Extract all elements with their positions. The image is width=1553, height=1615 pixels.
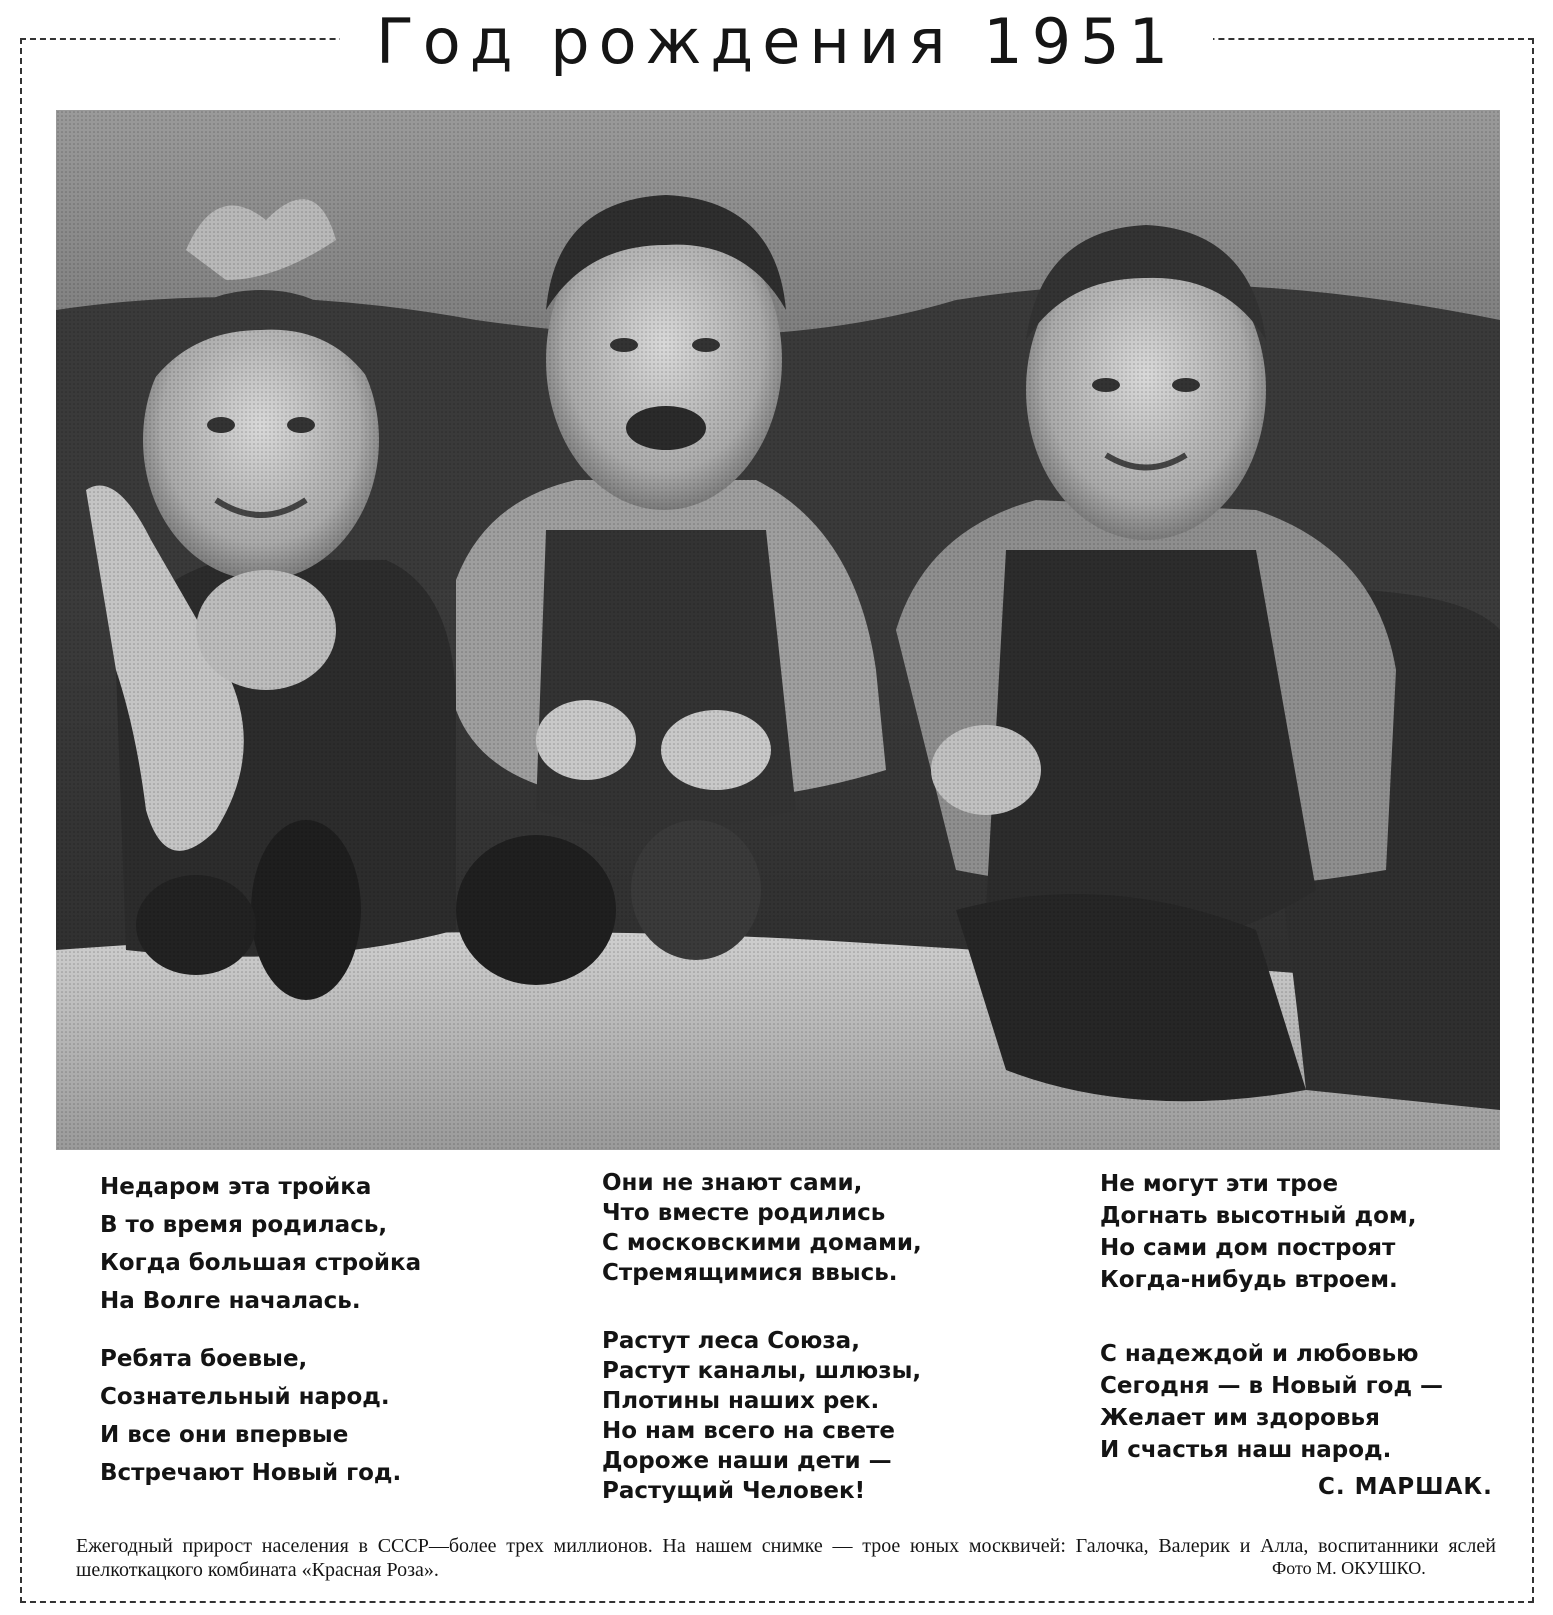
poem-line: Сознательный народ. bbox=[100, 1384, 390, 1410]
poem-stanza bbox=[1100, 1168, 1443, 1296]
poem-stanza bbox=[100, 1340, 421, 1492]
poem-line: Стремящимися ввысь. bbox=[602, 1260, 898, 1286]
poem-column-2 bbox=[602, 1168, 922, 1526]
poem-author: С. МАРШАК. bbox=[1318, 1474, 1493, 1500]
poem-column-1 bbox=[100, 1168, 421, 1512]
poem-line: И счастья наш народ. bbox=[1100, 1437, 1392, 1463]
poem-stanza bbox=[1100, 1338, 1443, 1466]
poem-line: Когда большая стройка bbox=[100, 1250, 422, 1276]
poem-line: Встречают Новый год. bbox=[100, 1460, 402, 1486]
photo-caption: Ежегодный прирост населения в СССР—более трех миллионов. На нашем снимке — трое юных москвичей: Галочка, Валерик и Алла, воспитанники яслей шелкоткацкого комбината «Красная Роза». bbox=[76, 1535, 1496, 1581]
poem-line: На Волге началась. bbox=[100, 1288, 361, 1314]
poem-column-3 bbox=[1100, 1168, 1443, 1486]
poem-line: Но нам всего на свете bbox=[602, 1418, 896, 1444]
poem-line: Плотины наших рек. bbox=[602, 1388, 880, 1414]
poem-line: Сегодня — в Новый год — bbox=[1100, 1373, 1444, 1399]
poem-line: В то время родилась, bbox=[100, 1212, 388, 1238]
headline-wrapper bbox=[0, 2, 1553, 82]
poem-line: Когда-нибудь втроем. bbox=[1100, 1267, 1398, 1293]
poem-line: Не могут эти трое bbox=[1100, 1171, 1339, 1197]
poem-line: Они не знают сами, bbox=[602, 1170, 863, 1196]
poem-line: И все они впервые bbox=[100, 1422, 349, 1448]
photo-credit: Фото М. ОКУШКО. bbox=[1272, 1558, 1426, 1578]
poem-line: Растут леса Союза, bbox=[602, 1328, 860, 1354]
poem-line: Дороже наши дети — bbox=[602, 1448, 892, 1474]
poem-line: Ребята боевые, bbox=[100, 1346, 308, 1372]
headline: Год рождения 1951 bbox=[340, 2, 1213, 82]
poem-stanza bbox=[602, 1326, 922, 1506]
poem-stanza bbox=[602, 1168, 922, 1288]
poem-line: Растущий Человек! bbox=[602, 1478, 866, 1504]
photo-illustration bbox=[56, 110, 1500, 1150]
poem-line: С московскими домами, bbox=[602, 1230, 922, 1256]
poem-line: Догнать высотный дом, bbox=[1100, 1203, 1417, 1229]
halftone-texture bbox=[56, 110, 1500, 1150]
poem-line: Желает им здоровья bbox=[1100, 1405, 1380, 1431]
three-children-photo bbox=[56, 110, 1500, 1150]
poem-line: Недаром эта тройка bbox=[100, 1174, 372, 1200]
poem-line: С надеждой и любовью bbox=[1100, 1341, 1419, 1367]
poem-line: Что вместе родились bbox=[602, 1200, 886, 1226]
poem-line: Но сами дом построят bbox=[1100, 1235, 1396, 1261]
poem-line: Растут каналы, шлюзы, bbox=[602, 1358, 922, 1384]
poem-stanza bbox=[100, 1168, 421, 1320]
